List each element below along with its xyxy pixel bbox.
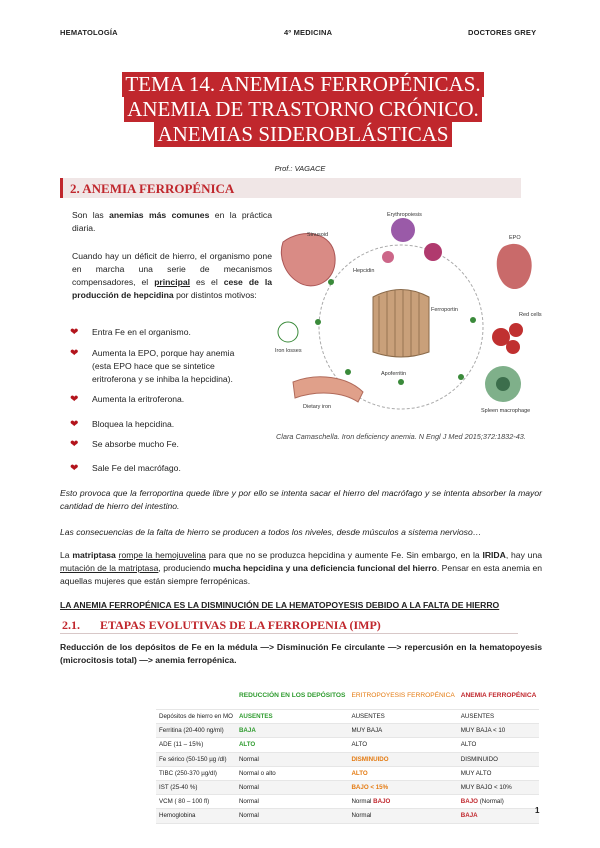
- figure-label: Erythropoiesis: [387, 212, 422, 218]
- subsection-title: ETAPAS EVOLUTIVAS DE LA FERROPENIA (IMP): [100, 618, 381, 632]
- table-row: ADE (11 – 15%) ALTO ALTO ALTO: [156, 738, 539, 752]
- figure-label: Iron losses: [275, 348, 302, 354]
- professor: Prof.: VAGACE: [274, 164, 326, 173]
- header-subject: HEMATOLOGÍA: [60, 28, 118, 37]
- page-number: 1: [535, 806, 540, 815]
- table-header-cell: REDUCCIÓN EN LOS DEPÓSITOS: [236, 683, 349, 710]
- italic-paragraph-1: Esto provoca que la ferroportina quede libre y por ello se intenta sacar el hierro del macrófago y se intenta absorber la mayor cantidad de hierro del intestino.: [60, 488, 542, 511]
- heart-bullet-icon: ❤: [70, 463, 79, 474]
- subsection-heading: [60, 616, 518, 634]
- figure-label: Sinusoid: [307, 232, 329, 238]
- matriptasa-paragraph: La matriptasa rompe la hemojuvelina para que no se produzca hepcidina y aumente Fe. Sin embargo, en la IRIDA, hay una mutación de la matriptasa, produciendo mucha hepcidina y una deficiencia funcional del hierro. Pensar en esta anemia en aquellas mujeres que están siempre ferropénicas.: [60, 550, 543, 586]
- table-header-row: [156, 683, 539, 710]
- figure-label: Ferroportin: [431, 307, 458, 313]
- iron-metabolism-figure: [273, 212, 545, 428]
- figure-caption: Clara Camaschella. Iron deficiency anemia. N Engl J Med 2015;372:1832-43.: [276, 432, 526, 441]
- page-title: [113, 72, 493, 147]
- table-header-cell: ANEMIA FERROPÉNICA: [458, 683, 540, 710]
- section-title: 2. ANEMIA FERROPÉNICA: [70, 181, 235, 196]
- table-header-cell: ERITROPOYESIS FERROPÉNICA: [348, 683, 457, 710]
- kidney-shape: [497, 244, 532, 289]
- header-authors: DOCTORES GREY: [468, 28, 537, 37]
- key-statement: LA ANEMIA FERROPÉNICA ES LA DISMINUCIÓN DE LA HEMATOPOYESIS DEBIDO A LA FALTA DE HIERRO: [60, 600, 500, 610]
- table-header-cell: [156, 683, 236, 710]
- heart-bullet-icon: ❤: [70, 439, 79, 450]
- table-row: IST (25-40 %) Normal BAJO < 15% MUY BAJO < 10%: [156, 780, 539, 794]
- subsection-number: 2.1.: [62, 618, 80, 632]
- section-heading: [60, 178, 521, 198]
- title-line-1: TEMA 14. ANEMIAS FERROPÉNICAS.: [122, 72, 483, 97]
- header-course: 4º MEDICINA: [284, 28, 333, 37]
- table-row: Hemoglobina Normal Normal BAJA: [156, 809, 539, 823]
- table-row: Depósitos de hierro en MO AUSENTES AUSENTES AUSENTES: [156, 710, 539, 724]
- figure-label: Hepcidin: [353, 268, 375, 274]
- heart-bullet-icon: ❤: [70, 419, 79, 430]
- intestine-shape: [373, 290, 429, 358]
- liver-shape: [281, 234, 335, 286]
- figure-label: Red cells: [519, 312, 542, 318]
- table-row: TIBC (250-370 µg/dl) Normal o alto ALTO MUY ALTO: [156, 766, 539, 780]
- figure-label: EPO: [509, 235, 521, 241]
- figure-label: Spleen macrophage: [481, 408, 531, 414]
- heart-bullet-icon: ❤: [70, 327, 79, 338]
- intro-paragraph-1: Son las anemias más comunes en la práctica diaria.: [72, 210, 272, 233]
- stages-paragraph: Reducción de los depósitos de Fe en la médula —> Disminución Fe circulante —> repercusión en la hematopoyesis (microcitosis total) —> anemia ferropénica.: [60, 642, 542, 665]
- title-line-3: ANEMIAS SIDEROBLÁSTICAS: [154, 122, 451, 147]
- intro-paragraph-2: Cuando hay un déficit de hierro, el organismo pone en marcha una serie de mecanismos compensadores, el principal es el cese de la producción de hepcidina por distintos motivos:: [72, 251, 272, 300]
- heart-bullet-icon: ❤: [70, 348, 79, 359]
- table-row: Ferritina (20-400 ng/ml) BAJA MUY BAJA MUY BAJA < 10: [156, 724, 539, 738]
- heart-bullet-icon: ❤: [70, 394, 79, 405]
- italic-paragraph-2: Las consecuencias de la falta de hierro se producen a todos los niveles, desde músculos a sistema nervioso…: [60, 527, 482, 537]
- table-row: Fe sérico (50-150 µg /dl) Normal DISMINUIDO DISMINUIDO: [156, 752, 539, 766]
- arm-shape: [293, 377, 363, 402]
- erythropoiesis-cell: [391, 218, 415, 242]
- figure-label: Dietary iron: [303, 404, 332, 410]
- table-row: VCM ( 80 – 100 fl) Normal Normal BAJO BAJO (Normal): [156, 795, 539, 809]
- title-line-2: ANEMIA DE TRASTORNO CRÓNICO.: [124, 97, 482, 122]
- ferropenia-stages-table: [156, 683, 539, 824]
- figure-label: Apoferritin: [381, 371, 407, 377]
